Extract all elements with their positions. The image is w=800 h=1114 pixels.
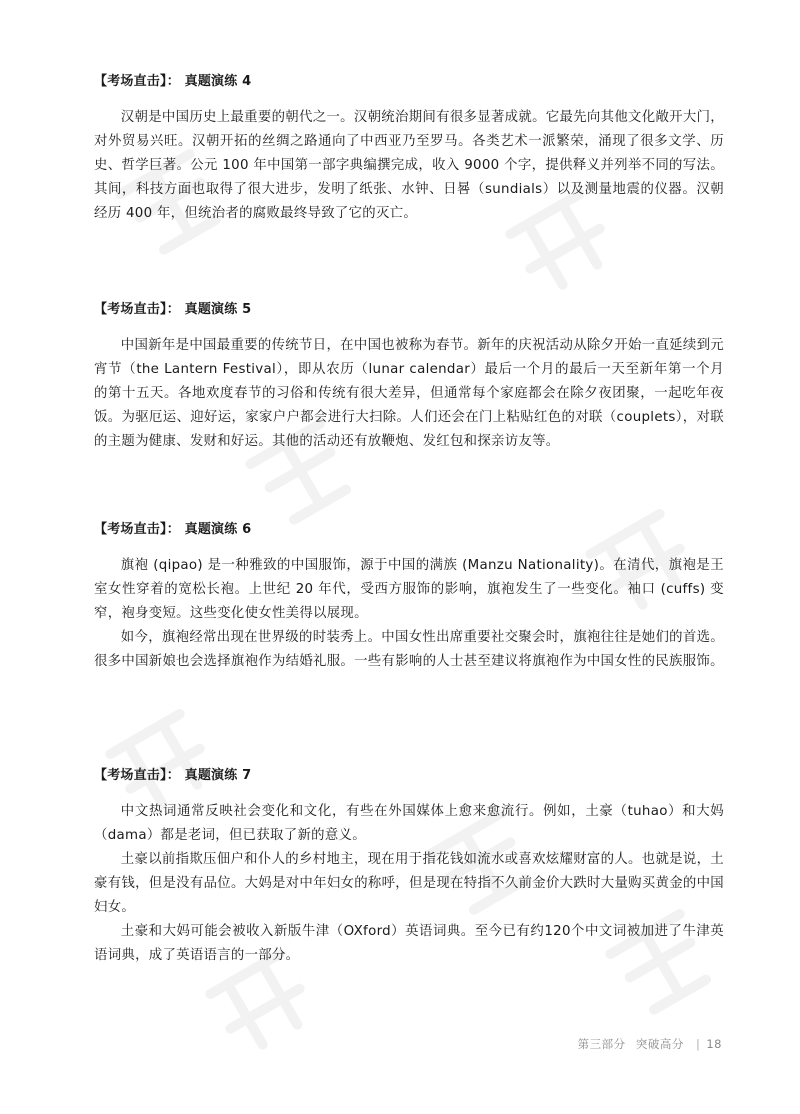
section-paragraph: 旗袍 (qipao) 是一种雅致的中国服饰，源于中国的满族 (Manzu Nationality)。在清代，旗袍是王室女性穿着的宽松长袍。上世纪 20 年代，受西方服饰的影响，旗袍发生了一些变化。袖口 (cuffs) 变窄，袍身变短。这些变化使女性美得以展现。 bbox=[94, 558, 724, 621]
section-title: 【考场直击】： 真题演练 5 bbox=[94, 302, 252, 317]
practice-section-6 bbox=[94, 520, 724, 674]
practice-section-7 bbox=[94, 766, 724, 968]
section-paragraph: 土豪和大妈可能会被收入新版牛津（OXford）英语词典。至今已有约120个中文词被加进了牛津英语词典，成了英语语言的一部分。 bbox=[94, 924, 724, 963]
practice-section-4 bbox=[94, 72, 724, 226]
page-footer bbox=[578, 1036, 722, 1052]
page-number: 18 bbox=[706, 1037, 722, 1051]
footer-section-label: 第三部分 bbox=[577, 1037, 626, 1051]
section-paragraph: 如今，旗袍经常出现在世界级的时装秀上。中国女性出席重要社交聚会时，旗袍往往是她们的首选。很多中国新娘也会选择旗袍作为结婚礼服。一些有影响的人士甚至建议将旗袍作为中国女性的民族服饰。 bbox=[94, 630, 724, 669]
section-title: 【考场直击】： 真题演练 7 bbox=[94, 768, 252, 783]
section-paragraph: 中文热词通常反映社会变化和文化，有些在外国媒体上愈来愈流行。例如，土豪（tuhao）和大妈（dama）都是老词，但已获取了新的意义。 bbox=[94, 804, 724, 843]
footer-separator: | bbox=[695, 1037, 701, 1051]
section-title: 【考场直击】： 真题演练 6 bbox=[94, 522, 252, 537]
footer-section-subtitle: 突破高分 bbox=[635, 1037, 684, 1051]
section-paragraph: 土豪以前指欺压佃户和仆人的乡村地主，现在用于指花钱如流水或喜欢炫耀财富的人。也就是说，土豪有钱，但是没有品位。大妈是对中年妇女的称呼，但是现在特指不久前金价大跌时大量购买黄金的中国妇女。 bbox=[94, 852, 724, 915]
section-paragraph: 中国新年是中国最重要的传统节日，在中国也被称为春节。新年的庆祝活动从除夕开始一直延续到元宵节（the Lantern Festival），即从农历（lunar calendar）最后一个月的最后一天至新年第一个月的第十五天。各地欢度春节的习俗和传统有很大差异，但通常每个家庭都会在除夕夜团聚，一起吃年夜饭。为驱厄运、迎好运，家家户户都会进行大扫除。人们还会在门上粘贴红色的对联（couplets），对联的主题为健康、发财和好运。其他的活动还有放鞭炮、发红包和探亲访友等。 bbox=[94, 338, 724, 449]
practice-section-5 bbox=[94, 300, 724, 454]
section-title: 【考场直击】： 真题演练 4 bbox=[94, 74, 252, 89]
section-paragraph: 汉朝是中国历史上最重要的朝代之一。汉朝统治期间有很多显著成就。它最先向其他文化敞开大门，对外贸易兴旺。汉朝开拓的丝绸之路通向了中西亚乃至罗马。各类艺术一派繁荣，涌现了很多文学、历史、哲学巨著。公元 100 年中国第一部字典编撰完成，收入 9000 个字，提供释义并列举不同的写法。其间，科技方面也取得了很大进步，发明了纸张、水钟、日晷（sundials）以及测量地震的仪器。汉朝经历 400 年，但统治者的腐败最终导致了它的灭亡。 bbox=[94, 110, 724, 221]
